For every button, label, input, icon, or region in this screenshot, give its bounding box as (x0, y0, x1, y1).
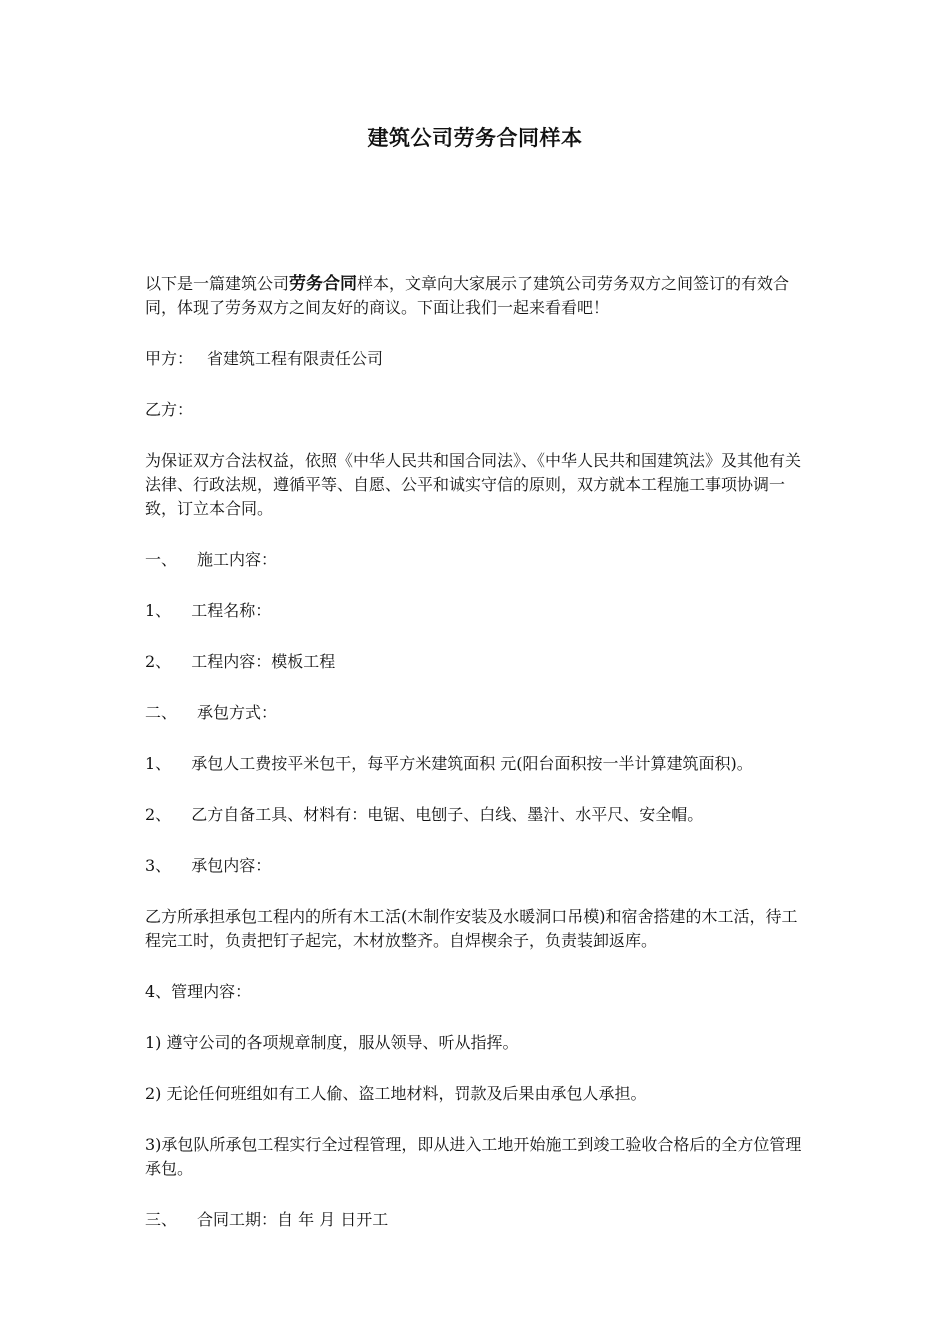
section-3-title: 合同工期：自 年 月 日开工 (197, 1210, 389, 1229)
party-a-line (145, 347, 813, 371)
intro-text-after: 样本，文章向大家展示了建筑公司劳务双方之间签订的有效合同，体现了劳务双方之间友好的商议。下面让我们一起来看看吧！ (145, 274, 790, 317)
management-item-3: 3)承包队所承包工程实行全过程管理，即从进入工地开始施工到竣工验收合格后的全方位管理承包。 (145, 1135, 802, 1178)
intro-bold-keyword: 劳务合同 (289, 274, 358, 294)
party-a-label: 甲方： (145, 349, 194, 368)
section-1-item-2 (145, 650, 813, 674)
section-3-heading (145, 1208, 813, 1232)
item-number: 1、 (145, 601, 172, 620)
section-1-heading (145, 548, 813, 572)
section-2-item-1 (145, 752, 813, 776)
section-3-number: 三、 (145, 1210, 178, 1229)
intro-text-before: 以下是一篇建筑公司 (145, 274, 290, 293)
party-b-line (145, 398, 813, 422)
item-number: 3、 (145, 856, 172, 875)
section-2-number: 二、 (145, 703, 178, 722)
section-2-item-3 (145, 854, 813, 878)
document-title: 建筑公司劳务合同样本 (367, 125, 583, 150)
item-text: 工程名称： (191, 601, 272, 620)
scope-paragraph: 乙方所承担承包工程内的所有木工活(木制作安装及水暖洞口吊模)和宿舍搭建的木工活，待工程完工时，负责把钉子起完，木材放整齐。自焊楔余子，负责装卸返库。 (145, 907, 798, 950)
section-2-item-2 (145, 803, 813, 827)
party-b-label: 乙方： (145, 400, 194, 419)
item-text: 承包人工费按平米包干，每平方米建筑面积 元(阳台面积按一半计算建筑面积)。 (191, 754, 753, 773)
item-text: 乙方自备工具、材料有：电锯、电刨子、白线、墨汁、水平尺、安全帽。 (191, 805, 704, 824)
item-number: 2、 (145, 652, 172, 671)
document-body (145, 272, 813, 1259)
section-1-item-1 (145, 599, 813, 623)
party-a-value: 省建筑工程有限责任公司 (207, 349, 384, 368)
management-item-1: 1) 遵守公司的各项规章制度，服从领导、听从指挥。 (145, 1033, 519, 1052)
preamble-paragraph: 为保证双方合法权益，依照《中华人民共和国合同法》、《中华人民共和国建筑法》及其他有关法律、行政法规，遵循平等、自愿、公平和诚实守信的原则，双方就本工程施工事项协调一致，订立本合同。 (145, 451, 802, 518)
section-2-heading (145, 701, 813, 725)
management-heading: 4、管理内容： (145, 982, 252, 1001)
intro-paragraph (145, 272, 813, 320)
section-2-title: 承包方式： (197, 703, 278, 722)
section-1-number: 一、 (145, 550, 178, 569)
item-number: 2、 (145, 805, 172, 824)
management-item-2: 2) 无论任何班组如有工人偷、盗工地材料，罚款及后果由承包人承担。 (145, 1084, 647, 1103)
section-1-title: 施工内容： (197, 550, 278, 569)
item-number: 1、 (145, 754, 172, 773)
item-text: 承包内容： (191, 856, 272, 875)
item-text: 工程内容：模板工程 (191, 652, 336, 671)
